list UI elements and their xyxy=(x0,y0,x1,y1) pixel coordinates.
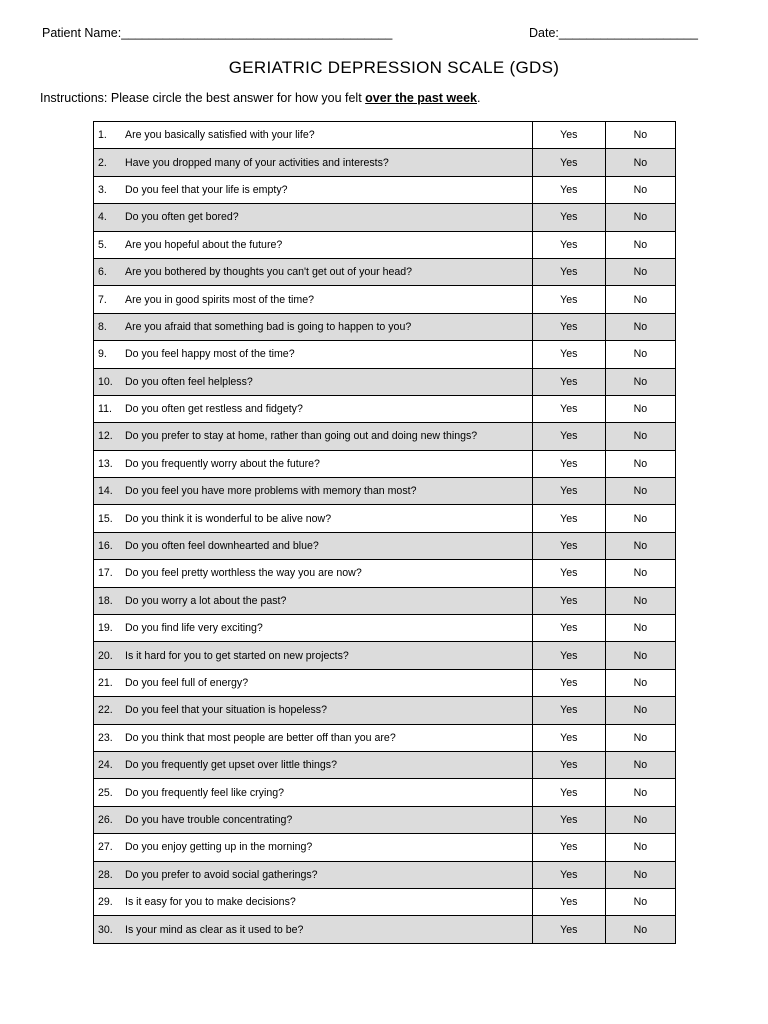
question-row xyxy=(94,861,676,888)
question-cell xyxy=(94,505,533,532)
question-row xyxy=(94,478,676,505)
question-content xyxy=(94,239,532,251)
question-row xyxy=(94,395,676,422)
answer-yes[interactable]: Yes xyxy=(532,505,605,532)
question-content xyxy=(94,759,532,771)
question-text: Are you basically satisfied with your life? xyxy=(125,129,315,142)
answer-yes[interactable]: Yes xyxy=(532,751,605,778)
question-row xyxy=(94,122,676,149)
question-cell xyxy=(94,861,533,888)
question-cell xyxy=(94,286,533,313)
question-content xyxy=(94,869,532,881)
question-content xyxy=(94,595,532,607)
answer-no[interactable]: No xyxy=(605,751,675,778)
question-number: 3. xyxy=(98,183,107,196)
question-content xyxy=(94,704,532,716)
answer-yes[interactable]: Yes xyxy=(532,149,605,176)
question-text: Do you feel happy most of the time? xyxy=(125,348,295,361)
question-number: 23. xyxy=(98,731,113,744)
question-cell xyxy=(94,341,533,368)
question-cell xyxy=(94,669,533,696)
question-cell xyxy=(94,916,533,943)
question-text: Do you frequently get upset over little things? xyxy=(125,759,337,772)
question-cell xyxy=(94,751,533,778)
question-content xyxy=(94,540,532,552)
question-number: 29. xyxy=(98,896,113,909)
question-text: Have you dropped many of your activities and interests? xyxy=(125,156,389,169)
question-text: Do you often get bored? xyxy=(125,211,239,224)
question-text: Do you frequently worry about the future? xyxy=(125,457,320,470)
answer-yes[interactable]: Yes xyxy=(532,286,605,313)
answer-no[interactable]: No xyxy=(605,341,675,368)
question-cell xyxy=(94,806,533,833)
question-cell xyxy=(94,423,533,450)
question-cell xyxy=(94,231,533,258)
answer-no[interactable]: No xyxy=(605,505,675,532)
question-row xyxy=(94,505,676,532)
question-content xyxy=(94,184,532,196)
question-number: 2. xyxy=(98,156,107,169)
question-row xyxy=(94,286,676,313)
answer-no[interactable]: No xyxy=(605,916,675,943)
question-text: Do you feel pretty worthless the way you are now? xyxy=(125,567,362,580)
answer-no[interactable]: No xyxy=(605,642,675,669)
question-number: 14. xyxy=(98,485,113,498)
answer-no[interactable]: No xyxy=(605,532,675,559)
answer-no[interactable]: No xyxy=(605,176,675,203)
question-cell xyxy=(94,313,533,340)
answer-no[interactable]: No xyxy=(605,368,675,395)
question-number: 11. xyxy=(98,403,112,416)
question-content xyxy=(94,376,532,388)
question-cell xyxy=(94,697,533,724)
question-text: Is it easy for you to make decisions? xyxy=(125,896,296,909)
answer-no[interactable]: No xyxy=(605,149,675,176)
question-row xyxy=(94,368,676,395)
question-text: Do you think that most people are better off than you are? xyxy=(125,731,396,744)
question-content xyxy=(94,129,532,141)
question-cell xyxy=(94,642,533,669)
question-row xyxy=(94,532,676,559)
question-row xyxy=(94,204,676,231)
question-text: Do you think it is wonderful to be alive now? xyxy=(125,512,332,525)
question-content xyxy=(94,348,532,360)
question-number: 19. xyxy=(98,622,113,635)
question-number: 25. xyxy=(98,786,113,799)
answer-no[interactable]: No xyxy=(605,560,675,587)
question-row xyxy=(94,176,676,203)
answer-no[interactable]: No xyxy=(605,615,675,642)
instructions xyxy=(40,91,481,105)
question-number: 18. xyxy=(98,594,113,607)
answer-no[interactable]: No xyxy=(605,231,675,258)
answer-yes[interactable]: Yes xyxy=(532,669,605,696)
question-row xyxy=(94,423,676,450)
question-number: 8. xyxy=(98,320,107,333)
answer-no[interactable]: No xyxy=(605,834,675,861)
answer-yes[interactable]: Yes xyxy=(532,779,605,806)
question-text: Do you prefer to stay at home, rather than going out and doing new things? xyxy=(125,430,478,443)
question-number: 30. xyxy=(98,923,113,936)
question-number: 24. xyxy=(98,759,113,772)
question-cell xyxy=(94,615,533,642)
question-text: Are you bothered by thoughts you can't get out of your head? xyxy=(125,266,413,279)
question-content xyxy=(94,513,532,525)
question-content xyxy=(94,650,532,662)
question-cell xyxy=(94,149,533,176)
question-row xyxy=(94,313,676,340)
answer-no[interactable]: No xyxy=(605,806,675,833)
answer-yes[interactable]: Yes xyxy=(532,395,605,422)
question-content xyxy=(94,732,532,744)
question-row xyxy=(94,258,676,285)
question-cell xyxy=(94,395,533,422)
question-row xyxy=(94,779,676,806)
question-content xyxy=(94,622,532,634)
question-number: 15. xyxy=(98,512,113,525)
question-number: 13. xyxy=(98,457,113,470)
question-content xyxy=(94,321,532,333)
question-row xyxy=(94,615,676,642)
question-number: 4. xyxy=(98,211,107,224)
question-text: Do you feel full of energy? xyxy=(125,677,249,689)
question-number: 9. xyxy=(98,348,107,361)
answer-yes[interactable]: Yes xyxy=(532,724,605,751)
question-text: Do you prefer to avoid social gatherings? xyxy=(125,868,318,881)
question-row xyxy=(94,724,676,751)
date-field[interactable]: Date:____________________ xyxy=(529,26,698,40)
question-row xyxy=(94,560,676,587)
answer-yes[interactable]: Yes xyxy=(532,341,605,368)
gds-table-body xyxy=(94,122,676,944)
answer-no[interactable]: No xyxy=(605,204,675,231)
question-content xyxy=(94,567,532,579)
question-number: 20. xyxy=(98,649,113,662)
question-content xyxy=(94,841,532,853)
answer-yes[interactable]: Yes xyxy=(532,697,605,724)
question-row xyxy=(94,450,676,477)
question-number: 6. xyxy=(98,266,107,279)
question-text: Do you feel that your situation is hopeless? xyxy=(125,704,327,717)
answer-no[interactable]: No xyxy=(605,286,675,313)
answer-yes[interactable]: Yes xyxy=(532,204,605,231)
patient-name-field[interactable]: Patient Name:_______________________________________ xyxy=(42,26,393,40)
answer-no[interactable]: No xyxy=(605,258,675,285)
question-number: 5. xyxy=(98,238,107,251)
question-text: Are you hopeful about the future? xyxy=(125,238,283,251)
answer-no[interactable]: No xyxy=(605,779,675,806)
question-number: 21. xyxy=(98,677,113,689)
answer-yes[interactable]: Yes xyxy=(532,450,605,477)
answer-yes[interactable]: Yes xyxy=(532,888,605,915)
question-cell xyxy=(94,560,533,587)
answer-yes[interactable]: Yes xyxy=(532,560,605,587)
answer-yes[interactable]: Yes xyxy=(532,122,605,149)
answer-yes[interactable]: Yes xyxy=(532,313,605,340)
question-cell xyxy=(94,122,533,149)
question-text: Do you feel you have more problems with memory than most? xyxy=(125,485,417,498)
question-cell xyxy=(94,204,533,231)
question-cell xyxy=(94,834,533,861)
question-content xyxy=(94,896,532,908)
question-cell xyxy=(94,258,533,285)
answer-no[interactable]: No xyxy=(605,478,675,505)
question-row xyxy=(94,806,676,833)
question-text: Do you often feel helpless? xyxy=(125,375,253,388)
question-row xyxy=(94,642,676,669)
answer-no[interactable]: No xyxy=(605,122,675,149)
answer-yes[interactable]: Yes xyxy=(532,806,605,833)
answer-no[interactable]: No xyxy=(605,888,675,915)
question-cell xyxy=(94,450,533,477)
question-content xyxy=(94,485,532,497)
answer-yes[interactable]: Yes xyxy=(532,176,605,203)
question-number: 22. xyxy=(98,704,113,717)
question-row xyxy=(94,888,676,915)
answer-no[interactable]: No xyxy=(605,587,675,614)
answer-no[interactable]: No xyxy=(605,313,675,340)
question-text: Do you enjoy getting up in the morning? xyxy=(125,841,313,854)
question-number: 17. xyxy=(98,567,113,580)
question-row xyxy=(94,341,676,368)
question-cell xyxy=(94,368,533,395)
question-text: Do you have trouble concentrating? xyxy=(125,813,293,826)
question-content xyxy=(94,266,532,278)
question-row xyxy=(94,916,676,943)
answer-no[interactable]: No xyxy=(605,861,675,888)
question-number: 26. xyxy=(98,813,113,826)
answer-no[interactable]: No xyxy=(605,669,675,696)
answer-yes[interactable]: Yes xyxy=(532,258,605,285)
question-number: 28. xyxy=(98,868,113,881)
question-number: 1. xyxy=(98,129,107,142)
answer-yes[interactable]: Yes xyxy=(532,615,605,642)
question-cell xyxy=(94,532,533,559)
question-row xyxy=(94,149,676,176)
answer-yes[interactable]: Yes xyxy=(532,642,605,669)
question-content xyxy=(94,458,532,470)
answer-no[interactable]: No xyxy=(605,724,675,751)
question-text: Do you often feel downhearted and blue? xyxy=(125,540,319,553)
gds-question-table xyxy=(93,121,676,944)
question-text: Do you often get restless and fidgety? xyxy=(125,403,303,416)
answer-yes[interactable]: Yes xyxy=(532,368,605,395)
question-row xyxy=(94,231,676,258)
question-row xyxy=(94,834,676,861)
question-content xyxy=(94,157,532,169)
question-text: Is your mind as clear as it used to be? xyxy=(125,923,304,936)
question-text: Are you afraid that something bad is going to happen to you? xyxy=(125,320,412,333)
question-row xyxy=(94,587,676,614)
answer-no[interactable]: No xyxy=(605,395,675,422)
question-number: 7. xyxy=(98,293,107,306)
question-row xyxy=(94,751,676,778)
question-content xyxy=(94,924,532,936)
answer-yes[interactable]: Yes xyxy=(532,478,605,505)
answer-no[interactable]: No xyxy=(605,423,675,450)
question-text: Do you feel that your life is empty? xyxy=(125,183,288,196)
answer-yes[interactable]: Yes xyxy=(532,231,605,258)
question-content xyxy=(94,677,532,689)
question-text: Do you frequently feel like crying? xyxy=(125,786,284,799)
answer-no[interactable]: No xyxy=(605,450,675,477)
answer-yes[interactable]: Yes xyxy=(532,834,605,861)
question-content xyxy=(94,814,532,826)
question-row xyxy=(94,697,676,724)
question-text: Are you in good spirits most of the time? xyxy=(125,293,315,306)
instructions-emphasis: over the past week xyxy=(365,91,478,105)
question-content xyxy=(94,294,532,306)
question-content xyxy=(94,211,532,223)
question-number: 12. xyxy=(98,430,113,443)
question-text: Is it hard for you to get started on new projects? xyxy=(125,649,349,662)
question-text: Do you find life very exciting? xyxy=(125,622,263,635)
answer-yes[interactable]: Yes xyxy=(532,916,605,943)
question-cell xyxy=(94,176,533,203)
instructions-prefix: Instructions: Please circle the best answer for how you felt xyxy=(40,91,366,105)
answer-yes[interactable]: Yes xyxy=(532,423,605,450)
answer-yes[interactable]: Yes xyxy=(532,587,605,614)
question-content xyxy=(94,430,532,442)
answer-yes[interactable]: Yes xyxy=(532,861,605,888)
answer-yes[interactable]: Yes xyxy=(532,532,605,559)
question-row xyxy=(94,669,676,696)
instructions-suffix: . xyxy=(477,91,481,105)
answer-no[interactable]: No xyxy=(605,697,675,724)
question-cell xyxy=(94,724,533,751)
question-content xyxy=(94,403,532,415)
question-cell xyxy=(94,478,533,505)
question-cell xyxy=(94,587,533,614)
question-content xyxy=(94,787,532,799)
question-number: 16. xyxy=(98,540,113,553)
question-cell xyxy=(94,888,533,915)
question-number: 10. xyxy=(98,375,113,388)
question-cell xyxy=(94,779,533,806)
question-text: Do you worry a lot about the past? xyxy=(125,594,287,607)
page-title: GERIATRIC DEPRESSION SCALE (GDS) xyxy=(228,58,560,77)
question-number: 27. xyxy=(98,841,113,854)
